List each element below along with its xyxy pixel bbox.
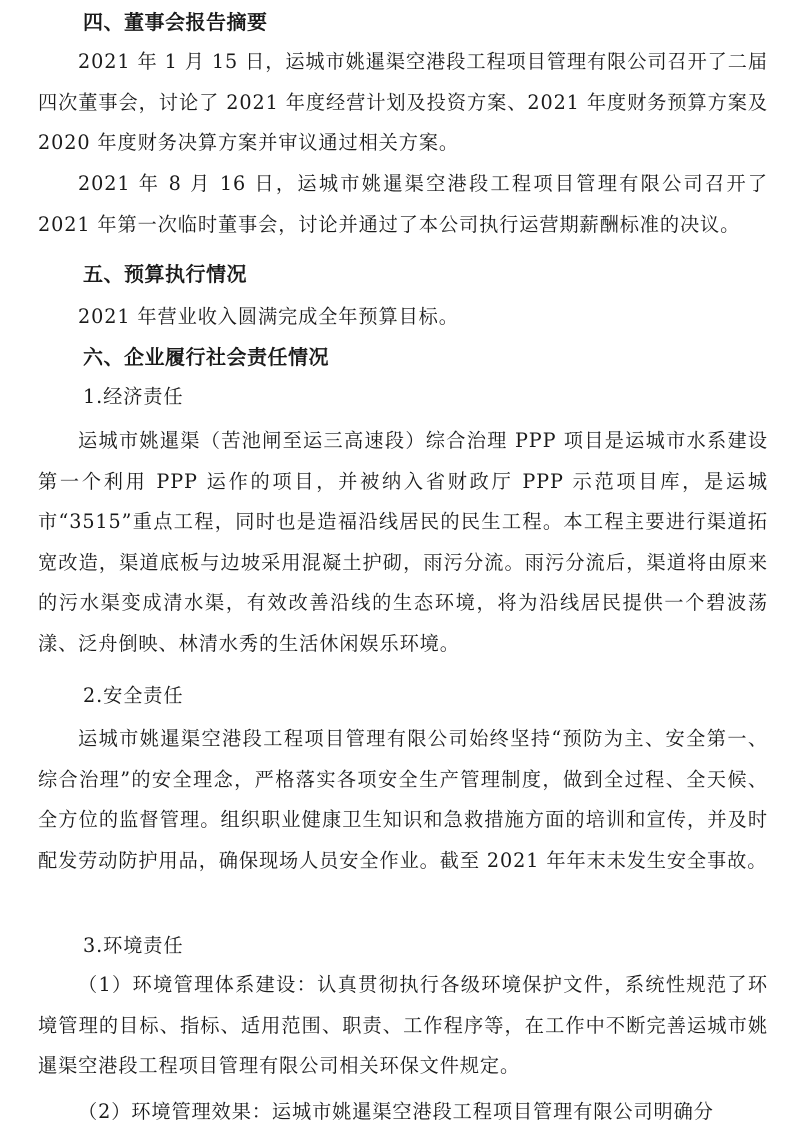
environmental-paragraph-2: （2）环境管理效果：运城市姚暹渠空港段工程项目管理有限公司明确分 bbox=[78, 1100, 714, 1123]
section-6-heading: 六、企业履行社会责任情况 bbox=[83, 345, 329, 369]
economic-responsibility-paragraph: 运城市姚暹渠（苦池闸至运三高速段）综合治理 PPP 项目是运城市水系建设第一个利用 PPP 运作的项目，并被纳入省财政厅 PPP 示范项目库，是运城市“3515”重点工程，同时也是造福沿线居民的民生工程。本工程主要进行渠道拓宽改造，渠道底板与边坡采用混凝土护砌，雨污分流。雨污分流后，渠道将由原来的污水渠变成清水渠，有效改善沿线的生态环境，将为沿线居民提供一个碧波荡漾、泛舟倒映、林清水秀的生活休闲娱乐环境。 bbox=[38, 429, 768, 655]
section-4-paragraph-1: 2021 年 1 月 15 日，运城市姚暹渠空港段工程项目管理有限公司召开了二届四次董事会，讨论了 2021 年度经营计划及投资方案、2021 年度财务预算方案及 2020 年度财务决算方案并审议通过相关方案。 bbox=[38, 50, 768, 155]
safety-responsibility-heading: 2.安全责任 bbox=[83, 684, 184, 707]
section-5-paragraph-1: 2021 年营业收入圆满完成全年预算目标。 bbox=[78, 305, 459, 328]
safety-responsibility-paragraph: 运城市姚暹渠空港段工程项目管理有限公司始终坚持“预防为主、安全第一、综合治理”的安全理念，严格落实各项安全生产管理制度，做到全过程、全天候、全方位的监督管理。组织职业健康卫生知识和急救措施方面的培训和宣传，并及时配发劳动防护用品，确保现场人员安全作业。截至 2021 年年末未发生安全事故。 bbox=[38, 727, 768, 872]
section-4-heading: 四、董事会报告摘要 bbox=[83, 10, 268, 34]
section-4-paragraph-2: 2021 年 8 月 16 日，运城市姚暹渠空港段工程项目管理有限公司召开了 2021 年第一次临时董事会，讨论并通过了本公司执行运营期薪酬标准的决议。 bbox=[38, 172, 768, 236]
section-5-heading: 五、预算执行情况 bbox=[83, 262, 247, 286]
economic-responsibility-heading: 1.经济责任 bbox=[83, 385, 184, 408]
environmental-responsibility-heading: 3.环境责任 bbox=[83, 934, 184, 957]
environmental-paragraph-1: （1）环境管理体系建设：认真贯彻执行各级环境保护文件，系统性规范了环境管理的目标、指标、适用范围、职责、工作程序等，在工作中不断完善运城市姚暹渠空港段工程项目管理有限公司相关环保文件规定。 bbox=[38, 973, 768, 1078]
